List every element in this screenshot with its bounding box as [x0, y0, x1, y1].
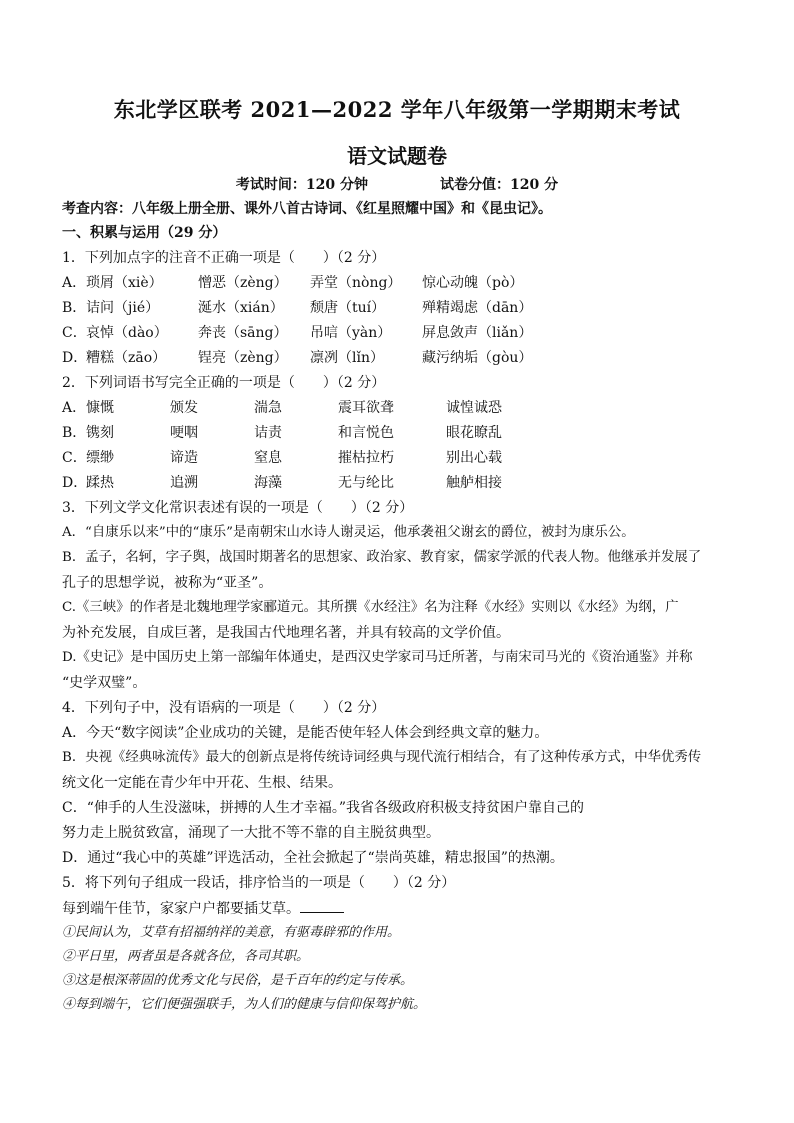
question-1-stem: 1．下列加点字的注音不正确一项是（ ）（2 分）: [62, 250, 386, 266]
option-item: 哽咽: [170, 425, 198, 441]
question-2-option-a: [62, 398, 502, 418]
option-item: 别出心载: [446, 450, 502, 466]
option-item: 屏息敛声（liǎn）: [422, 325, 533, 341]
option-label: D．: [62, 350, 88, 366]
option-item: 凛冽（lǐn）: [310, 350, 384, 366]
option-label: B．: [62, 425, 87, 441]
option-item: 诘问（jié）: [86, 300, 160, 316]
option-item: 眼花瞭乱: [446, 425, 502, 441]
option-item: 海藻: [254, 475, 282, 491]
question-3-option-d: D.《史记》是中国历史上第一部编年体通史，是西汉史学家司马迁所著，与南宋司马光的《资治通鉴》并称: [62, 650, 693, 665]
question-3-option-b-cont: 孔子的思想学说，被称为“亚圣”。: [62, 575, 273, 591]
question-1-option-a: [62, 273, 523, 293]
question-1-option-d: [62, 348, 532, 368]
option-item: 哀悼（dào）: [86, 325, 168, 341]
option-item: 锃亮（zèng）: [198, 350, 288, 366]
question-3-option-d-cont: “史学双璧”。: [62, 675, 147, 691]
option-item: 吊唁（yàn）: [310, 325, 392, 341]
question-1-option-b: [62, 298, 532, 318]
option-item: 颓唐（tuí）: [310, 300, 386, 316]
question-4-stem: 4．下列句子中，没有语病的一项是（ ）（2 分）: [62, 700, 386, 716]
question-5-sentence-2: ②平日里，两者虽是各就各位，各司其职。: [62, 949, 310, 964]
exam-title: 东北学区联考 2021—2022 学年八年级第一学期期末考试: [113, 97, 681, 122]
option-item: 触舻相接: [446, 475, 502, 491]
option-item: 震耳欲聋: [338, 400, 394, 416]
option-item: 涎水（xián）: [198, 300, 284, 316]
section-heading: 一、积累与运用（29 分）: [62, 225, 227, 241]
option-item: 殚精竭虑（dān）: [422, 300, 533, 316]
option-item: 奔丧（sāng）: [198, 325, 288, 341]
option-item: 糟糕（zāo）: [86, 350, 167, 366]
option-item: 追溯: [170, 475, 198, 491]
exam-subtitle: 语文试题卷: [347, 144, 447, 168]
option-item: 颁发: [170, 400, 198, 416]
option-label: C．: [62, 325, 87, 341]
question-2-option-c: [62, 448, 502, 468]
exam-scope: 考查内容：八年级上册全册、课外八首古诗词、《红星照耀中国》和《昆虫记》。: [62, 201, 552, 217]
question-2-option-d: [62, 473, 502, 493]
option-item: 憎恶（zèng）: [198, 275, 288, 291]
question-3-option-c: C.《三峡》的作者是北魏地理学家郦道元。其所撰《水经注》名为注释《水经》实则以《水经》为纲，广: [62, 600, 679, 615]
option-item: 琐屑（xiè）: [86, 275, 163, 291]
question-5-lead: [62, 898, 344, 919]
option-item: 和言悦色: [338, 425, 394, 441]
question-3-stem: 3．下列文学文化常识表述有误的一项是（ ）（2 分）: [62, 500, 414, 516]
question-4-option-d: D．通过“我心中的英雄”评选活动，全社会掀起了“崇尚英雄，精忠报国”的热潮。: [62, 850, 564, 866]
option-label: B．: [62, 300, 87, 316]
question-4-option-c-cont: 努力走上脱贫致富，涌现了一大批不等不靠的自主脱贫典型。: [62, 825, 440, 841]
question-3-option-a: A．“自康乐以来”中的“康乐”是南朝宋山水诗人谢灵运，他承袭祖父谢玄的爵位，被封为康乐公。: [62, 525, 635, 540]
question-5-sentence-4: ④每到端午，它们便强强联手，为人们的健康与信仰保驾护航。: [62, 997, 427, 1012]
question-4-option-b: B．央视《经典咏流传》最大的创新点是将传统诗词经典与现代流行相结合，有了这种传承方式，中华优秀传: [62, 750, 702, 765]
option-item: 窒息: [254, 450, 282, 466]
option-label: C．: [62, 450, 87, 466]
question-5-sentence-1: ①民间认为，艾草有招福纳祥的美意，有驱毒辟邪的作用。: [62, 925, 401, 940]
option-item: 蹂热: [86, 475, 114, 491]
option-label: A．: [62, 275, 87, 291]
question-3-option-b: B．孟子，名轲，字子舆，战国时期著名的思想家、政治家、教育家，儒家学派的代表人物。他继承并发展了: [62, 550, 702, 565]
option-label: A．: [62, 400, 87, 416]
exam-meta: [0, 174, 794, 194]
option-item: 镌刻: [86, 425, 114, 441]
option-item: 无与纶比: [338, 475, 394, 491]
question-5-lead-text: 每到端午佳节，家家户户都要插艾草。: [62, 901, 300, 917]
question-4-option-c: C．“伸手的人生没滋味，拼搏的人生才幸福。”我省各级政府积极支持贫困户靠自己的: [62, 800, 585, 816]
option-item: 诘责: [254, 425, 282, 441]
question-1-option-c: [62, 323, 532, 343]
exam-score: 试卷分值：120 分: [440, 177, 559, 193]
option-item: 藏污纳垢（gòu）: [422, 350, 533, 366]
question-5-sentence-3: ③这是根深蒂固的优秀文化与民俗，是千百年的约定与传承。: [62, 973, 414, 988]
option-item: 弄堂（nòng）: [310, 275, 402, 291]
option-item: 谛造: [170, 450, 198, 466]
question-2-option-b: [62, 423, 502, 443]
option-item: 诚惶诚恐: [446, 400, 502, 416]
option-item: 摧枯拉朽: [338, 450, 394, 466]
option-item: 缥缈: [86, 450, 114, 466]
option-label: D．: [62, 475, 88, 491]
question-4-option-b-cont: 统文化一定能在青少年中开花、生根、结果。: [62, 775, 342, 791]
answer-blank: [300, 898, 344, 913]
question-5-stem: 5．将下列句子组成一段话，排序恰当的一项是（ ）（2 分）: [62, 875, 456, 891]
option-item: 慷慨: [86, 400, 114, 416]
option-item: 湍急: [254, 400, 282, 416]
option-item: 惊心动魄（pò）: [422, 275, 524, 291]
question-3-option-c-cont: 为补充发展，自成巨著，是我国古代地理名著，并具有较高的文学价值。: [62, 625, 510, 641]
question-2-stem: 2．下列词语书写完全正确的一项是（ ）（2 分）: [62, 375, 386, 391]
question-4-option-a: A．今天“数字阅读”企业成功的关键，是能否使年轻人体会到经典文章的魅力。: [62, 725, 549, 741]
exam-time: 考试时间：120 分钟: [235, 177, 368, 193]
